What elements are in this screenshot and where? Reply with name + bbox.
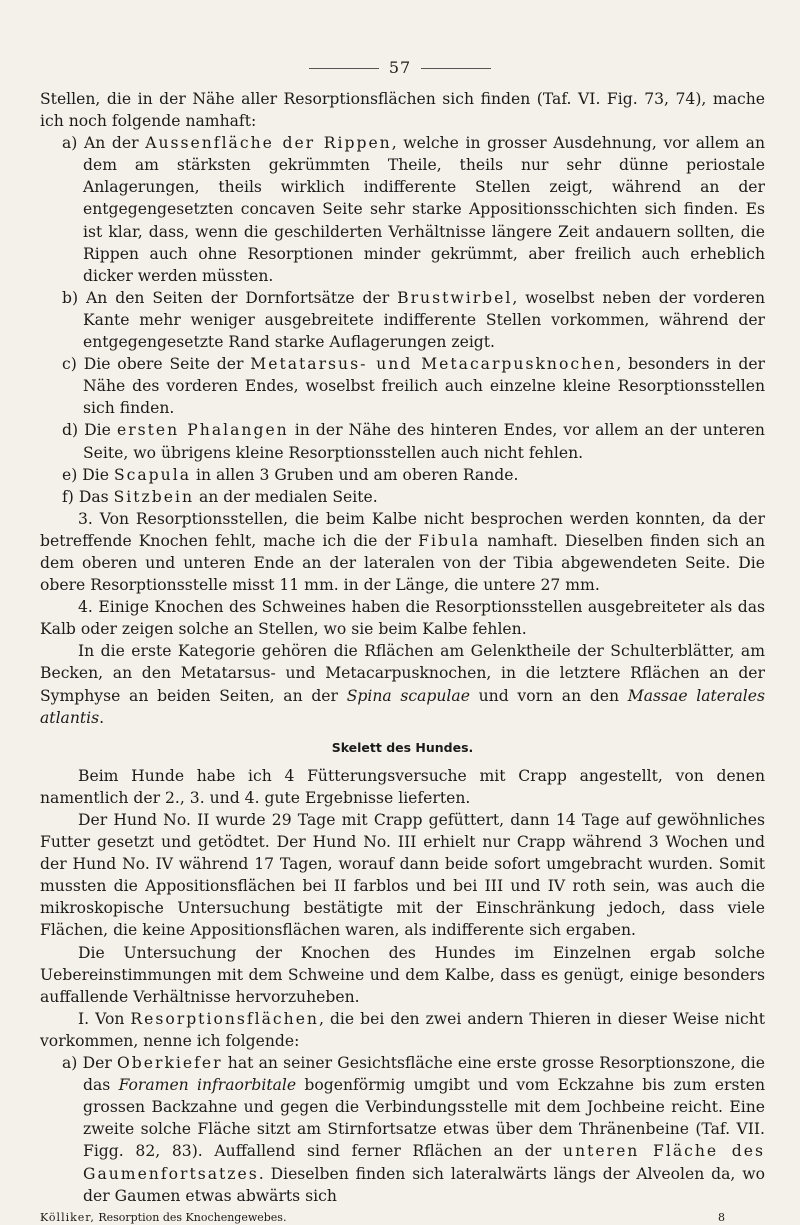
intro-paragraph: Stellen, die in der Nähe aller Resorptionsflächen sich finden (Taf. VI. Fig. 73, 74), mache ich noch folgende namhaft: — [40, 90, 765, 131]
list-item: c) Die obere Seite der Metatarsus- und Metacarpusknochen, besonders in der Nähe des vorderen Endes, woselbst freilich auch einzelne kleine Resorptionsstellen sich finden. — [62, 355, 765, 418]
paragraph: In die erste Kategorie gehören die Rflächen am Gelenktheile der Schulterblätter, am Becken, an den Metatarsus- und Metacarpusknochen, in die letztere Rflächen an der Symphyse an beiden Seiten, an der Spina scapulae und vorn an den Massae laterales atlantis. — [40, 642, 765, 727]
page-footer — [40, 1210, 765, 1225]
list-item: a) Der Oberkiefer hat an seiner Gesichtsfläche eine erste grosse Resorptionszone, die das Foramen infraorbitale bogenförmig umgibt und vom Eckzahne bis zum ersten grossen Backzahne und gegen die Verbindungsstelle mit dem Jochbeine reicht. Eine zweite solche Fläche sitzt am Stirnfortsatze etwas über dem Thränenbeine (Taf. VII. Figg. 82, 83). Auffallend sind ferner Rflächen an der unteren Fläche des Gaumenfortsatzes. Dieselben finden sich lateralwärts längs der Alveolen da, wo der Gaumen etwas abwärts sich — [62, 1054, 765, 1205]
list-item: b) An den Seiten der Dornfortsätze der Brustwirbel, woselbst neben der vorderen Kante mehr weniger ausgebreitete indifferente Stellen vorkommen, während der entgegengesetzte Rand starke Auflagerungen zeigt. — [62, 288, 765, 352]
section-heading: Skelett des Hundes. — [331, 739, 474, 755]
paragraph: Die Untersuchung der Knochen des Hundes im Einzelnen ergab solche Uebereinstimmungen mit dem Schweine und dem Kalbe, dass es genügt, einige besonders auffallende Verhältnisse hervorzuheben. — [40, 943, 765, 1006]
footer-citation: Kölliker, Resorption des Knochengewebes. — [40, 1210, 287, 1224]
body-text — [40, 88, 765, 1225]
page-number: 57 — [0, 58, 800, 77]
paragraph: Beim Hunde habe ich 4 Fütterungsversuche mit Crapp angestellt, von denen namentlich der 2., 3. und 4. gute Ergebnisse lieferten. — [40, 766, 765, 807]
list-item: f) Das Sitzbein an der medialen Seite. — [62, 487, 378, 506]
paragraph: 3. Von Resorptionsstellen, die beim Kalbe nicht besprochen werden konnten, da der betreffende Knochen fehlt, mache ich die der Fibula namhaft. Dieselben finden sich an dem oberen und unteren Ende an der lateralen von der Tibia abgewendeten Seite. Die obere Resorptionsstelle misst 11 mm. in der Länge, die untere 27 mm. — [40, 509, 765, 595]
rule-right — [421, 68, 491, 69]
rule-left — [309, 68, 379, 69]
signature-mark: 8 — [718, 1210, 725, 1224]
paragraph: 4. Einige Knochen des Schweines haben die Resorptionsstellen ausgebreiteter als das Kalb oder zeigen solche an Stellen, wo sie beim Kalbe fehlen. — [40, 598, 765, 639]
list-item: a) An der Aussenfläche der Rippen, welche in grosser Ausdehnung, vor allem an dem am stärksten gekrümmten Theile, theils nur sehr dünne periostale Anlagerungen, theils wirklich indifferente Stellen zeigt, während an der entgegengesetzten concaven Seite sehr starke Appositionsschichten sich finden. Es ist klar, dass, wenn die geschilderten Verhältnisse längere Zeit andauern sollten, die Rippen auch ohne Resorptionen minder gekrümmt, aber freilich auch erheblich dicker werden müssten. — [62, 134, 765, 285]
list-item: d) Die ersten Phalangen in der Nähe des hinteren Endes, vor allem an der unteren Seite, wo übrigens kleine Resorptionsstellen auch nicht fehlen. — [62, 421, 765, 462]
list-item: e) Die Scapula in allen 3 Gruben und am oberen Rande. — [62, 465, 519, 484]
paragraph: Der Hund No. II wurde 29 Tage mit Crapp gefüttert, dann 14 Tage auf gewöhnliches Futter gesetzt und getödtet. Der Hund No. III erhielt nur Crapp während 3 Wochen und der Hund No. IV während 17 Tagen, worauf dann beide sofort umgebracht wurden. Somit mussten die Appositionsflächen bei II farblos und bei III und IV roth sein, was auch die mikroskopische Untersuchung bestätigte mit der Einschränkung jedoch, dass viele Flächen, die keine Appositionsflächen waren, als indifferente sich ergaben. — [40, 811, 765, 940]
paragraph: I. Von Resorptionsflächen, die bei den zwei andern Thieren in dieser Weise nicht vorkommen, nenne ich folgende: — [40, 1009, 766, 1050]
